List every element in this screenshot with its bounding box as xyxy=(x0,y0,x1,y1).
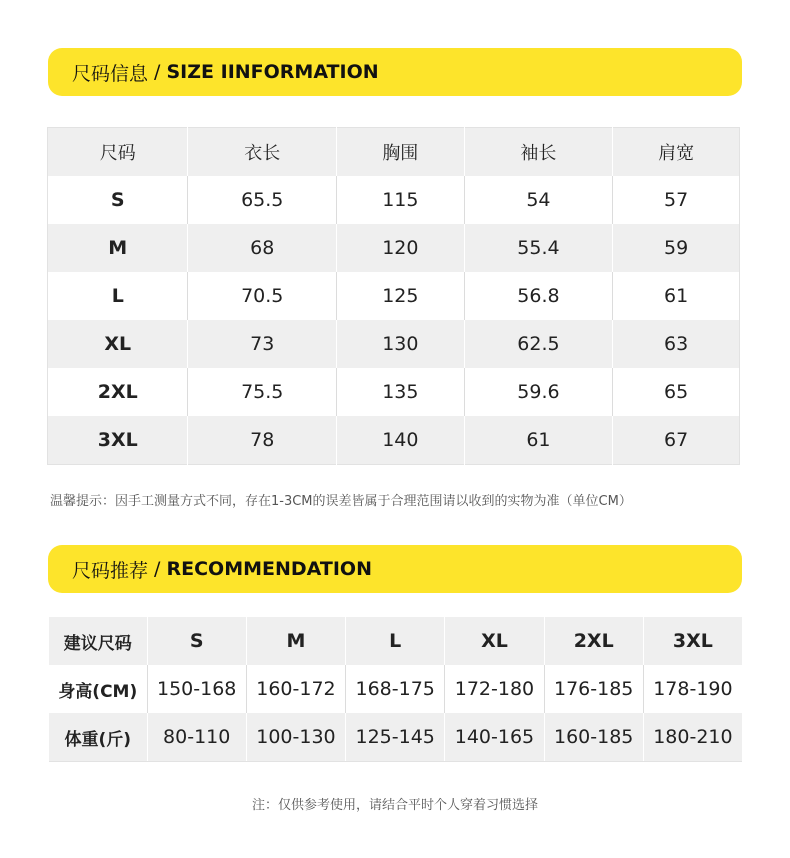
recommendation-table xyxy=(49,617,742,762)
shoulder-cell: 59 xyxy=(613,224,740,272)
chest-cell: 125 xyxy=(336,272,464,320)
sleeve-cell: 59.6 xyxy=(464,368,612,416)
length-cell: 75.5 xyxy=(188,368,336,416)
size-header-cell: 3XL xyxy=(643,617,742,665)
size-cell: S xyxy=(48,176,188,224)
weight-range-cell: 100-130 xyxy=(246,713,345,762)
size-cell: L xyxy=(48,272,188,320)
sleeve-cell: 62.5 xyxy=(464,320,612,368)
recommendation-banner xyxy=(48,545,742,593)
height-range-cell: 172-180 xyxy=(445,665,544,713)
size-header-cell: 2XL xyxy=(544,617,643,665)
size-header-cell: S xyxy=(147,617,246,665)
recommendation-title-sep: / xyxy=(148,558,167,580)
table-row xyxy=(48,272,740,320)
measurement-tip: 温馨提示：因手工测量方式不同，存在1-3CM的误差皆属于合理范围请以收到的实物为准（单位CM） xyxy=(50,494,632,509)
size-cell: 2XL xyxy=(48,368,188,416)
size-header-cell: M xyxy=(246,617,345,665)
chest-cell: 130 xyxy=(336,320,464,368)
height-range-cell: 178-190 xyxy=(643,665,742,713)
shoulder-header-cell: 肩宽 xyxy=(613,128,740,177)
length-cell: 65.5 xyxy=(188,176,336,224)
sleeve-cell: 54 xyxy=(464,176,612,224)
height-range-cell: 150-168 xyxy=(147,665,246,713)
shoulder-cell: 65 xyxy=(613,368,740,416)
length-cell: 68 xyxy=(188,224,336,272)
height-range-cell: 168-175 xyxy=(346,665,445,713)
shoulder-cell: 57 xyxy=(613,176,740,224)
size-info-title-cn: 尺码信息 xyxy=(72,62,149,85)
table-row xyxy=(49,665,742,713)
size-info-title-sep: / xyxy=(148,61,167,83)
chest-header-cell: 胸围 xyxy=(336,128,464,177)
size-header-cell: L xyxy=(346,617,445,665)
height-range-cell: 160-172 xyxy=(246,665,345,713)
weight-range-cell: 160-185 xyxy=(544,713,643,762)
chest-cell: 135 xyxy=(336,368,464,416)
chest-cell: 115 xyxy=(336,176,464,224)
weight-label: 体重(斤) xyxy=(49,713,147,762)
height-range-cell: 176-185 xyxy=(544,665,643,713)
weight-range-cell: 180-210 xyxy=(643,713,742,762)
size-table xyxy=(47,127,740,465)
size-table-header-row xyxy=(48,128,740,177)
sleeve-header-cell: 袖长 xyxy=(464,128,612,177)
recommendation-title-en: RECOMMENDATION xyxy=(166,558,372,580)
weight-range-cell: 80-110 xyxy=(147,713,246,762)
shoulder-cell: 61 xyxy=(613,272,740,320)
length-cell: 78 xyxy=(188,416,336,465)
recommendation-header-row xyxy=(49,617,742,665)
size-cell: XL xyxy=(48,320,188,368)
table-row xyxy=(48,320,740,368)
table-row xyxy=(49,713,742,762)
size-info-banner xyxy=(48,48,742,96)
recommend-size-label: 建议尺码 xyxy=(49,617,147,665)
size-info-title-en: SIZE IINFORMATION xyxy=(166,61,379,83)
shoulder-cell: 67 xyxy=(613,416,740,465)
sleeve-cell: 56.8 xyxy=(464,272,612,320)
table-row xyxy=(48,368,740,416)
shoulder-cell: 63 xyxy=(613,320,740,368)
length-cell: 73 xyxy=(188,320,336,368)
size-header-cell: 尺码 xyxy=(48,128,188,177)
weight-range-cell: 125-145 xyxy=(346,713,445,762)
usage-note: 注：仅供参考使用，请结合平时个人穿着习惯选择 xyxy=(251,798,538,813)
weight-range-cell: 140-165 xyxy=(445,713,544,762)
sleeve-cell: 55.4 xyxy=(464,224,612,272)
size-header-cell: XL xyxy=(445,617,544,665)
sleeve-cell: 61 xyxy=(464,416,612,465)
size-cell: 3XL xyxy=(48,416,188,465)
table-row xyxy=(48,224,740,272)
table-row xyxy=(48,416,740,465)
length-cell: 70.5 xyxy=(188,272,336,320)
chest-cell: 120 xyxy=(336,224,464,272)
recommendation-title-cn: 尺码推荐 xyxy=(72,559,149,582)
length-header-cell: 衣长 xyxy=(188,128,336,177)
table-row xyxy=(48,176,740,224)
size-cell: M xyxy=(48,224,188,272)
height-label: 身高(CM) xyxy=(49,665,147,713)
chest-cell: 140 xyxy=(336,416,464,465)
